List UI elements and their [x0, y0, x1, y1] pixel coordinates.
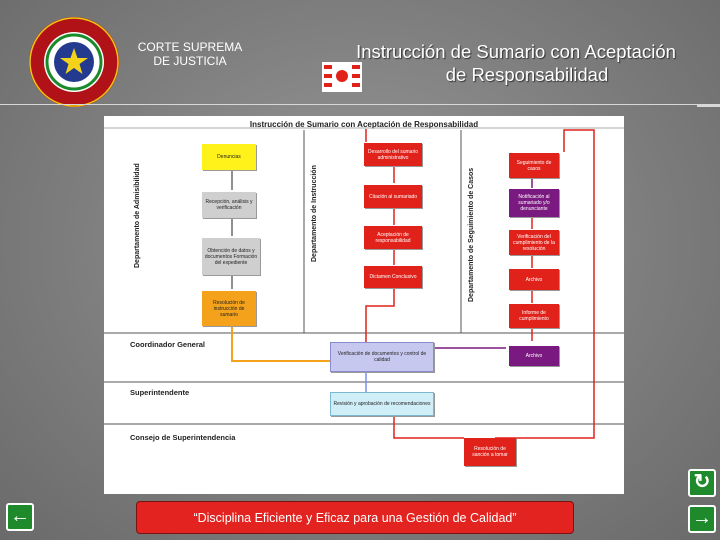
- process-flowchart: [104, 116, 624, 494]
- lane-seguimiento: Departamento de Seguimiento de Casos: [468, 167, 475, 302]
- court-line-1: CORTE SUPREMA: [137, 40, 243, 54]
- diagram-title: Instrucción de Sumario con Aceptación de Responsabilidad: [249, 120, 479, 129]
- lane-admisibilidad: Departamento de Admisibilidad: [134, 163, 141, 268]
- lane-coordinador: Coordinador General: [130, 340, 206, 349]
- reload-icon: ↻: [693, 471, 711, 493]
- box-aceptacion: Aceptación de responsabilidad: [364, 226, 422, 249]
- back-button[interactable]: [6, 503, 34, 531]
- reload-button[interactable]: [688, 469, 716, 497]
- box-resolucion-apertura: Resolución de instrucción de sumario: [202, 291, 256, 326]
- box-desarrollo: Desarrollo del sumario administrativo: [364, 143, 422, 166]
- arrow-left-icon: ←: [10, 505, 30, 527]
- arrow-right-icon: →: [692, 507, 712, 529]
- motto-text: “Disciplina Eficiente y Eficaz para una Gestión de Calidad”: [193, 510, 517, 525]
- motto-banner: [136, 501, 574, 534]
- box-seguimiento: Seguimiento de casos: [509, 153, 559, 178]
- paraguay-seal-logo: [28, 16, 120, 108]
- box-verificacion-dep: Verificación del cumplimiento de la resolución: [509, 230, 559, 255]
- box-citacion: Citación al sumariado: [364, 185, 422, 208]
- box-revision: Revisión y aprobación de recomendaciones: [330, 392, 434, 416]
- lane-superintendente: Superintendente: [130, 388, 190, 397]
- box-informe: Informe de cumplimiento: [509, 304, 559, 328]
- box-denuncias: Denuncias: [202, 144, 256, 170]
- box-recepcion: Recepción, análisis y verificación: [202, 192, 256, 218]
- box-obtencion: Obtención de datos y documentos Formación del expediente: [202, 238, 260, 275]
- header-divider: [0, 104, 720, 105]
- title-line-1: Instrucción de Sumario con Aceptación: [356, 41, 676, 62]
- court-name: [128, 40, 252, 68]
- slide-title: [318, 40, 714, 86]
- box-resolucion-consejo: Resolución de sanción a tomar: [464, 438, 516, 466]
- box-archivo: Archivo: [509, 269, 559, 290]
- forward-button[interactable]: [688, 505, 716, 533]
- title-line-2: de Responsabilidad: [445, 64, 609, 85]
- header-divider-accent: [697, 105, 720, 107]
- lane-consejo: Consejo de Superintendencia: [130, 433, 236, 442]
- court-line-2: DE JUSTICIA: [153, 54, 227, 68]
- box-notificacion: Notificación al sumariado y/o denunciante: [509, 189, 559, 217]
- mini-flowchart-thumbnail: [322, 62, 362, 92]
- box-dictamen: Dictamen Conclusivo: [364, 266, 422, 288]
- lane-instruccion: Departamento de Instrucción: [311, 165, 318, 262]
- box-verificacion-coord: Verificación de documentos y control de calidad: [330, 342, 434, 372]
- box-archivo-coord: Archivo: [509, 346, 559, 366]
